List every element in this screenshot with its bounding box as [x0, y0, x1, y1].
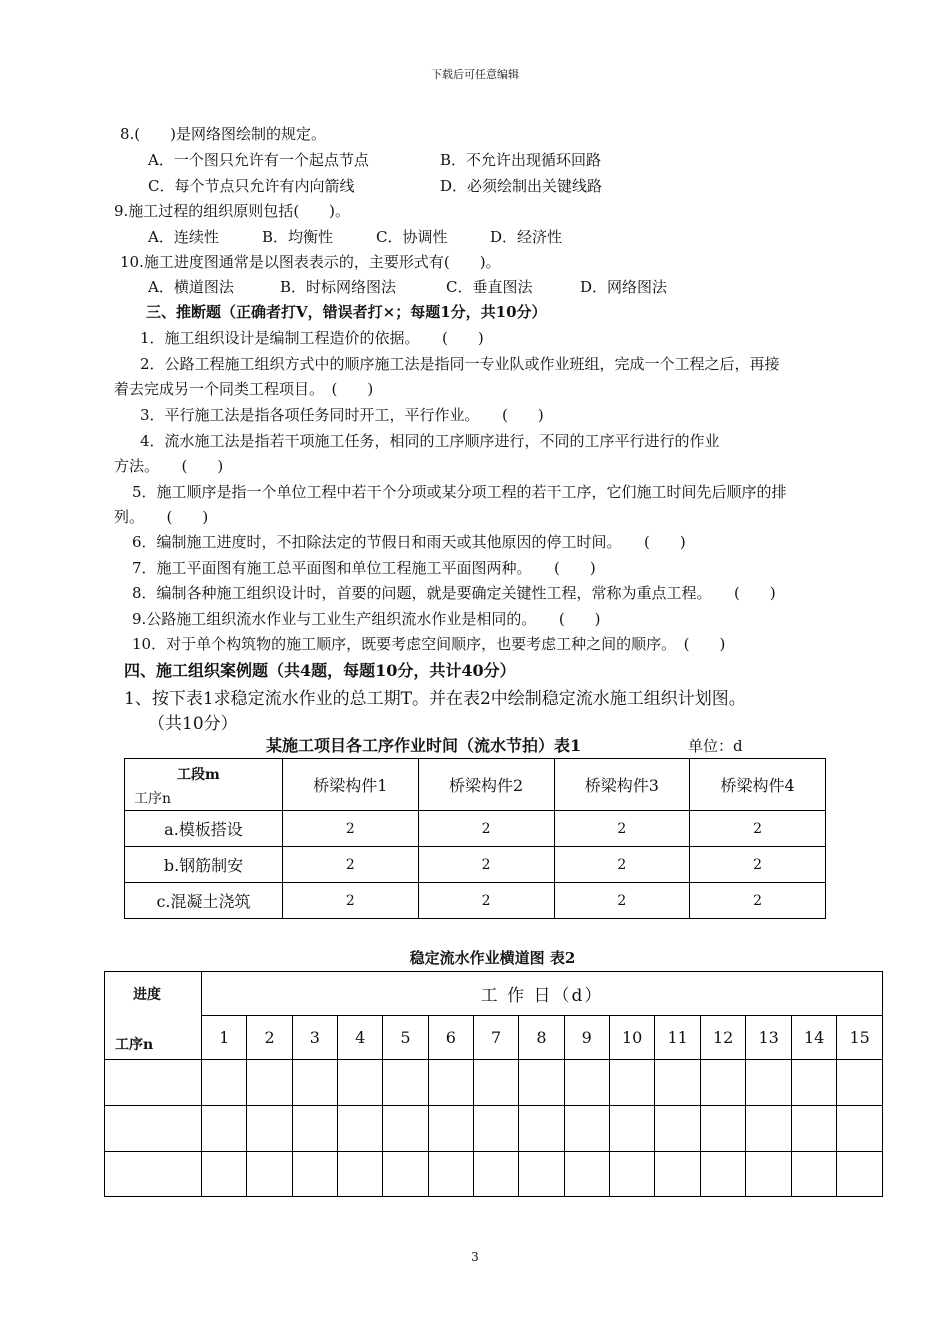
judgment-item-4-cont: 方法。 ( )	[114, 457, 224, 475]
table-2-schedule-cell[interactable]	[383, 1152, 428, 1197]
judgment-item-10: 10．对于单个构筑物的施工顺序，既要考虑空间顺序，也要考虑工种之间的顺序。 ( )	[132, 635, 726, 653]
question-9-option-b: B．均衡性	[262, 228, 334, 246]
table-2-day-header: 3	[292, 1016, 337, 1060]
judgment-item-4: 4．流水施工法是指若干项施工任务，相同的工序顺序进行，不同的工序平行进行的作业	[140, 432, 720, 450]
table-2-day-header: 13	[746, 1016, 792, 1060]
table-1-corner-top: 工段m	[177, 767, 220, 783]
table-2-corner-bottom: 工序n	[115, 1037, 154, 1053]
table-2-schedule-cell[interactable]	[519, 1060, 564, 1106]
table-2-caption: 稳定流水作业横道图 表2	[409, 949, 576, 967]
table-2-day-header: 8	[519, 1016, 564, 1060]
table-2-row	[105, 1152, 883, 1197]
question-10-option-d: D．网络图法	[580, 278, 668, 296]
table-2-day-header: 11	[655, 1016, 701, 1060]
table-2-schedule-cell[interactable]	[519, 1152, 564, 1197]
table-2-row	[105, 1060, 883, 1106]
table-2-schedule-cell[interactable]	[791, 1060, 837, 1106]
table-2-corner-cell	[105, 972, 202, 1060]
table-2-day-header: 1	[202, 1016, 247, 1060]
judgment-item-3: 3．平行施工法是指各项任务同时开工，平行作业。 ( )	[140, 406, 544, 424]
table-2-day-header: 6	[428, 1016, 473, 1060]
table-1-corner-cell	[125, 759, 283, 811]
question-9-stem: 9.施工过程的组织原则包括( )。	[114, 202, 351, 220]
question-10-option-a: A．横道图法	[148, 278, 234, 296]
case-question-1-points: （共10分）	[148, 714, 238, 734]
table-2-schedule-cell[interactable]	[564, 1060, 609, 1106]
table-2-row	[105, 1106, 883, 1152]
table-1-cell: 2	[283, 847, 419, 883]
table-2-schedule-cell[interactable]	[473, 1060, 518, 1106]
table-1-row-label: b.钢筋制安	[125, 847, 283, 883]
table-2-day-header: 7	[473, 1016, 518, 1060]
judgment-item-2: 2．公路工程施工组织方式中的顺序施工法是指同一专业队或作业班组，完成一个工程之后，再接	[140, 355, 780, 373]
table-2-span-header: 工 作 日（d）	[202, 972, 883, 1016]
judgment-item-1: 1．施工组织设计是编制工程造价的依据。 ( )	[140, 329, 484, 347]
table-1-cell: 2	[418, 811, 554, 847]
table-2-schedule-cell[interactable]	[700, 1060, 746, 1106]
table-1-cell: 2	[554, 847, 690, 883]
table-2-schedule-cell[interactable]	[473, 1106, 518, 1152]
question-9-option-c: C．协调性	[376, 228, 448, 246]
table-1-cell: 2	[418, 883, 554, 919]
table-2-schedule-cell[interactable]	[655, 1106, 701, 1152]
table-2-schedule-cell[interactable]	[383, 1060, 428, 1106]
table-2-schedule-cell[interactable]	[202, 1106, 247, 1152]
table-2-day-header: 2	[247, 1016, 292, 1060]
table-2-schedule-cell[interactable]	[202, 1060, 247, 1106]
table-1-unit: 单位：d	[688, 737, 743, 755]
table-2-day-header: 4	[338, 1016, 383, 1060]
table-2-schedule-cell[interactable]	[247, 1152, 292, 1197]
table-2-day-header: 12	[700, 1016, 746, 1060]
table-2-schedule-cell[interactable]	[791, 1106, 837, 1152]
question-8-option-b: B．不允许出现循环回路	[440, 151, 602, 169]
question-8-stem: 8.( )是网络图绘制的规定。	[120, 125, 327, 143]
judgment-item-6: 6．编制施工进度时，不扣除法定的节假日和雨天或其他原因的停工时间。 ( )	[132, 533, 686, 551]
table-2-schedule-cell[interactable]	[791, 1152, 837, 1197]
table-2-schedule-cell[interactable]	[247, 1060, 292, 1106]
page-header: 下载后可任意编辑	[431, 68, 519, 81]
question-8-option-c: C．每个节点只允许有内向箭线	[148, 177, 355, 195]
table-2-schedule-cell[interactable]	[473, 1152, 518, 1197]
judgment-item-9: 9.公路施工组织流水作业与工业生产组织流水作业是相同的。 ( )	[132, 610, 601, 628]
table-2-schedule-cell[interactable]	[700, 1152, 746, 1197]
table-2-schedule-cell[interactable]	[837, 1152, 883, 1197]
section-3-title: 三、推断题（正确者打V，错误者打×；每题1分，共10分）	[146, 303, 547, 321]
table-2-schedule-cell[interactable]	[292, 1152, 337, 1197]
table-2-schedule-cell[interactable]	[655, 1060, 701, 1106]
table-2-corner-top: 进度	[133, 987, 161, 1003]
question-10-option-b: B．时标网络图法	[280, 278, 397, 296]
table-2-schedule-cell[interactable]	[746, 1106, 792, 1152]
table-2	[104, 971, 883, 1197]
table-2-schedule-cell[interactable]	[292, 1106, 337, 1152]
table-1-cell: 2	[554, 811, 690, 847]
table-2-schedule-cell[interactable]	[609, 1152, 655, 1197]
table-2-schedule-cell[interactable]	[338, 1060, 383, 1106]
table-1-cell: 2	[690, 847, 826, 883]
table-2-process-cell[interactable]	[105, 1106, 202, 1152]
table-1-column-header: 桥梁构件1	[283, 759, 419, 811]
table-2-schedule-cell[interactable]	[746, 1060, 792, 1106]
table-2-day-header: 15	[837, 1016, 883, 1060]
table-1	[124, 758, 826, 919]
table-2-schedule-cell[interactable]	[609, 1106, 655, 1152]
table-2-schedule-cell[interactable]	[338, 1152, 383, 1197]
judgment-item-8: 8．编制各种施工组织设计时，首要的问题，就是要确定关键性工程，常称为重点工程。 ( )	[132, 584, 776, 602]
table-1-row	[125, 883, 826, 919]
table-2-schedule-cell[interactable]	[837, 1106, 883, 1152]
table-2-day-header: 10	[609, 1016, 655, 1060]
table-2-schedule-cell[interactable]	[609, 1060, 655, 1106]
table-2-schedule-cell[interactable]	[837, 1060, 883, 1106]
table-2-process-cell[interactable]	[105, 1152, 202, 1197]
table-1-cell: 2	[690, 811, 826, 847]
table-2-day-header: 14	[791, 1016, 837, 1060]
table-2-schedule-cell[interactable]	[202, 1152, 247, 1197]
table-1-row-label: c.混凝土浇筑	[125, 883, 283, 919]
table-2-days-row	[105, 1016, 883, 1060]
judgment-item-7: 7．施工平面图有施工总平面图和单位工程施工平面图两种。 ( )	[132, 559, 596, 577]
table-2-schedule-cell[interactable]	[564, 1106, 609, 1152]
table-2-schedule-cell[interactable]	[746, 1152, 792, 1197]
table-1-cell: 2	[418, 847, 554, 883]
table-2-day-header: 9	[564, 1016, 609, 1060]
table-2-schedule-cell[interactable]	[519, 1106, 564, 1152]
table-1-column-header: 桥梁构件4	[690, 759, 826, 811]
section-4-title: 四、施工组织案例题（共4题，每题10分，共计40分）	[124, 661, 516, 680]
question-9-option-d: D．经济性	[490, 228, 563, 246]
table-1-row-label: a.模板搭设	[125, 811, 283, 847]
judgment-item-2-cont: 着去完成另一个同类工程项目。 ( )	[114, 380, 374, 398]
table-2-schedule-cell[interactable]	[383, 1106, 428, 1152]
table-1-column-header: 桥梁构件2	[418, 759, 554, 811]
question-10-stem: 10.施工进度图通常是以图表表示的，主要形式有( )。	[120, 253, 501, 271]
question-10-option-c: C．垂直图法	[446, 278, 533, 296]
page-number: 3	[471, 1250, 479, 1264]
judgment-item-5: 5．施工顺序是指一个单位工程中若干个分项或某分项工程的若干工序，它们施工时间先后顺序的排	[132, 483, 787, 501]
table-2-schedule-cell[interactable]	[655, 1152, 701, 1197]
judgment-item-5-cont: 列。 ( )	[114, 508, 209, 526]
question-8-option-a: A．一个图只允许有一个起点节点	[148, 151, 369, 169]
table-2-schedule-cell[interactable]	[338, 1106, 383, 1152]
case-question-1: 1、按下表1求稳定流水作业的总工期T。并在表2中绘制稳定流水施工组织计划图。	[124, 689, 746, 709]
table-2-schedule-cell[interactable]	[428, 1152, 473, 1197]
table-2-schedule-cell[interactable]	[247, 1106, 292, 1152]
table-2-day-header: 5	[383, 1016, 428, 1060]
table-1-cell: 2	[690, 883, 826, 919]
table-1-column-header: 桥梁构件3	[554, 759, 690, 811]
table-2-schedule-cell[interactable]	[700, 1106, 746, 1152]
question-9-option-a: A．连续性	[148, 228, 219, 246]
table-2-schedule-cell[interactable]	[564, 1152, 609, 1197]
table-1-cell: 2	[554, 883, 690, 919]
table-1-cell: 2	[283, 811, 419, 847]
table-1-row	[125, 811, 826, 847]
table-2-schedule-cell[interactable]	[428, 1060, 473, 1106]
table-2-schedule-cell[interactable]	[292, 1060, 337, 1106]
table-2-process-cell[interactable]	[105, 1060, 202, 1106]
question-8-option-d: D．必须绘制出关键线路	[440, 177, 603, 195]
table-1-caption: 某施工项目各工序作业时间（流水节拍）表1	[266, 736, 582, 755]
table-1-row	[125, 847, 826, 883]
table-1-cell: 2	[283, 883, 419, 919]
table-2-schedule-cell[interactable]	[428, 1106, 473, 1152]
table-1-corner-bottom: 工序n	[134, 791, 172, 807]
